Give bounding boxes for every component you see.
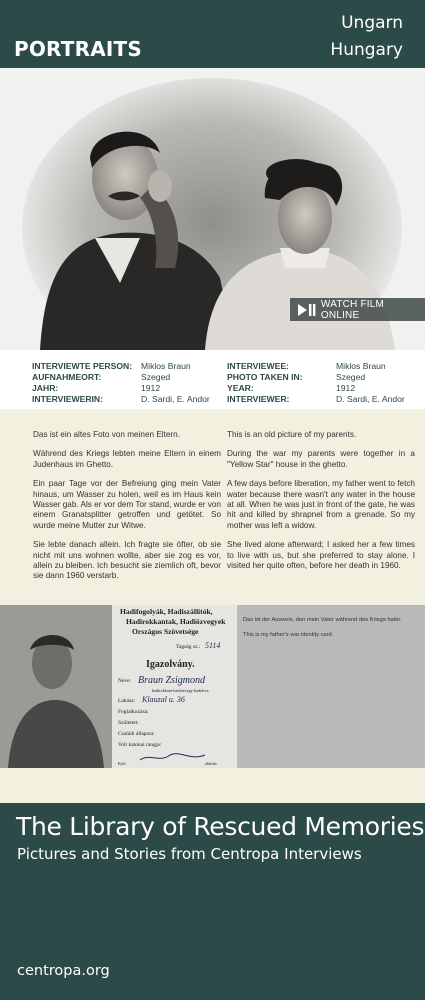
card-membership-label: Tagság sz.: [176,644,201,650]
story-de-paragraph: Während des Kriegs lebten meine Eltern in einem Judenhaus im Ghetto. [33,449,221,469]
info-de-value-1: Miklos Braun [141,361,191,371]
card-date-label: Kelt [118,761,126,766]
country-english: Hungary [330,40,403,60]
info-de-value-2: Szeged [141,372,171,382]
info-en-value-2: Szeged [336,372,366,382]
section-title: PORTRAITS [14,37,142,61]
story-en-paragraph: She lived alone afterward; I asked her a few times to live with us, but she preferred to stay alone. I visited her quite often, before her death in 1960. [227,540,415,571]
library-subtitle: Pictures and Stories from Centropa Interviews [17,845,362,863]
card-category-line: hadirokkant-hadiözvegy-hadiárva [152,688,209,693]
story-german [33,430,221,591]
play-pause-icon [298,304,316,316]
card-rank-label: Volt katonai rangja: [118,742,162,748]
identity-card-photo [0,605,237,768]
story-english [227,430,415,580]
caption-panel [237,605,425,768]
info-de-label-2: AUFNAHMEORT: [32,372,102,382]
info-en-value-1: Miklos Braun [336,361,386,371]
card-header-line-1: Hadifogolyák, Hadiszállítók, [120,607,213,616]
info-en-label-2: PHOTO TAKEN IN: [227,372,303,382]
card-header-line-2: Hadirokkantak, Hadiözvegyek [126,617,226,626]
info-en-value-4: D. Sardi, E. Andor [336,394,405,404]
story-de-paragraph: Ein paar Tage vor der Befreiung ging mein Vater hinaus, um Wasser zu holen, weil es im Haus kein Wasser gab. Als er vor dem Tor stand, wurde er von einem Granatsplitter getroffen und getötet. So wurde meine Mutter zur Witwe. [33,479,221,530]
info-de-label-1: INTERVIEWTE PERSON: [32,361,133,371]
card-name-label: Neve: [118,678,132,684]
card-address-label: Lakása: [118,698,136,704]
story-de-paragraph: Das ist ein altes Foto von meinen Eltern. [33,430,180,439]
card-occupation-label: Foglalkozása: [118,709,149,715]
card-header-line-3: Országos Szövetsége [132,627,199,636]
story-en-paragraph: A few days before liberation, my father went to fetch water because there wasn't any water in the house at all. When he was just in front of the gate, he was hit and killed by shrapnel from a grenade. So my mother was left a widow. [227,479,415,530]
info-en-label-1: INTERVIEWEE: [227,361,289,371]
card-birth-label: Született: [118,720,139,726]
library-title: The Library of Rescued Memories [16,812,425,841]
caption-english: This is my father's war identity card. [243,632,334,638]
country-german: Ungarn [341,13,403,33]
story-en-paragraph: During the war my parents were together in a "Yellow Star" house in the ghetto. [227,449,415,469]
card-membership-number: 5114 [205,641,221,650]
divider-strip [0,768,425,803]
info-de-value-4: D. Sardi, E. Andor [141,394,210,404]
card-name-value: Braun Zsigmond [138,675,205,686]
card-signature-label: aláírás [205,761,217,766]
card-address-value: Klauzal u. 36 [142,695,185,704]
info-de-value-3: 1912 [141,383,161,393]
header-band [0,0,425,68]
watch-film-button[interactable] [290,298,425,321]
card-family-label: Családi állapota: [118,731,155,737]
info-de-label-4: INTERVIEWERIN: [32,394,103,404]
info-de-label-3: JAHR: [32,383,59,393]
info-en-label-3: YEAR: [227,383,254,393]
story-en-paragraph: This is an old picture of my parents. [227,430,357,439]
info-en-value-3: 1912 [336,383,356,393]
caption-german: Das ist der Ausweis, den mein Vater während des Kriegs hatte. [243,617,402,623]
identity-card-illustration [0,605,237,768]
info-en-label-4: INTERVIEWER: [227,394,290,404]
website-link[interactable]: centropa.org [17,963,110,979]
card-title: Igazolvány. [146,659,195,670]
story-de-paragraph: Sie lebte danach allein. Ich fragte sie öfter, ob sie nicht mit uns wohnen wollte, aber sie zog es vor, allein zu bleiben. Ich besucht sie ziemlich oft, bevor sie dann 1960 verstarb. [33,540,221,581]
watch-film-label: WATCH FILM ONLINE [320,298,385,321]
